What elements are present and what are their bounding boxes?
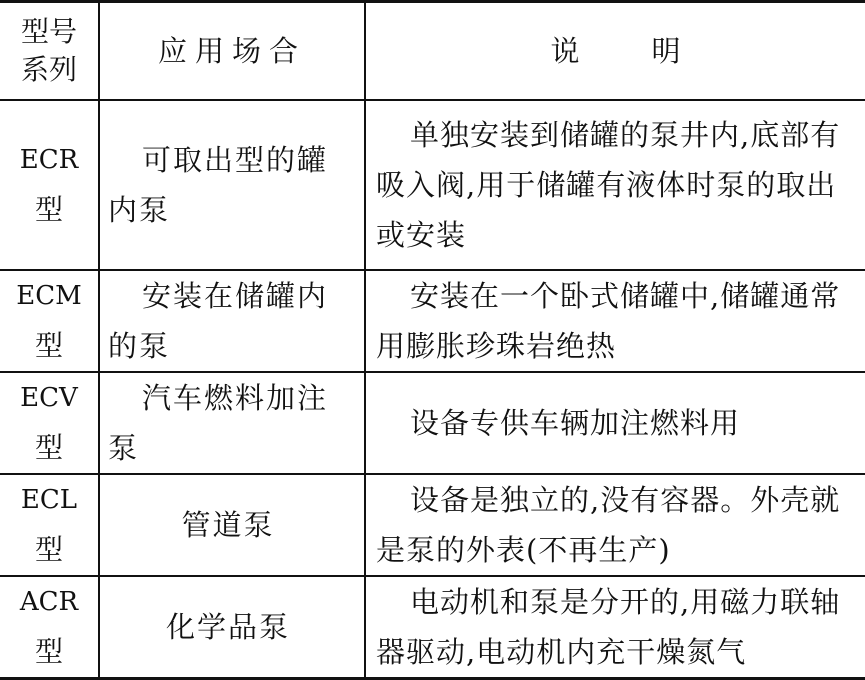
series-type: 型 [34, 193, 63, 226]
table-row [0, 576, 865, 679]
series-code: ECL [20, 485, 78, 515]
application-cell [99, 474, 365, 576]
series-type: 型 [34, 635, 63, 668]
header-description [365, 2, 865, 101]
series-cell [0, 474, 99, 576]
header-series [0, 2, 99, 101]
application-text: 汽车燃料加注泵 [108, 381, 329, 465]
application-cell [99, 576, 365, 679]
description-cell [365, 372, 865, 474]
description-cell [365, 100, 865, 270]
application-text: 可取出型的罐内泵 [108, 143, 329, 227]
table-header-row [0, 2, 865, 101]
description-text: 单独安装到储罐的泵井内,底部有吸入阀,用于储罐有液体时泵的取出或安装 [376, 118, 841, 252]
application-text: 化学品泵 [165, 610, 290, 644]
header-description-char2: 明 [651, 34, 681, 68]
application-cell [99, 100, 365, 270]
series-cell [0, 100, 99, 270]
application-cell [99, 372, 365, 474]
series-cell [0, 270, 99, 372]
description-cell [365, 270, 865, 372]
header-application: 应用场合 [99, 2, 365, 101]
application-text: 管道泵 [181, 508, 275, 542]
series-code: ACR [19, 587, 79, 617]
table-row [0, 372, 865, 474]
series-cell [0, 576, 99, 679]
table-row [0, 270, 865, 372]
application-text: 安装在储罐内的泵 [108, 279, 329, 363]
series-code: ECM [16, 281, 82, 311]
table-row [0, 100, 865, 270]
description-cell [365, 576, 865, 679]
series-type: 型 [34, 431, 63, 464]
header-series-line1: 型号 [20, 15, 77, 48]
description-text: 设备是独立的,没有容器。外壳就是泵的外表(不再生产) [376, 483, 841, 567]
header-series-line2: 系列 [20, 53, 77, 86]
series-type: 型 [34, 329, 63, 362]
series-code: ECR [19, 145, 79, 175]
series-cell [0, 372, 99, 474]
header-description-char1: 说 [550, 34, 580, 68]
description-text: 设备专供车辆加注燃料用 [410, 406, 741, 440]
description-cell [365, 474, 865, 576]
application-cell [99, 270, 365, 372]
series-type: 型 [34, 533, 63, 566]
description-text: 电动机和泵是分开的,用磁力联轴器驱动,电动机内充干燥氮气 [376, 585, 841, 669]
description-text: 安装在一个卧式储罐中,储罐通常用膨胀珍珠岩绝热 [376, 279, 841, 363]
series-code: ECV [20, 383, 78, 413]
table-row [0, 474, 865, 576]
